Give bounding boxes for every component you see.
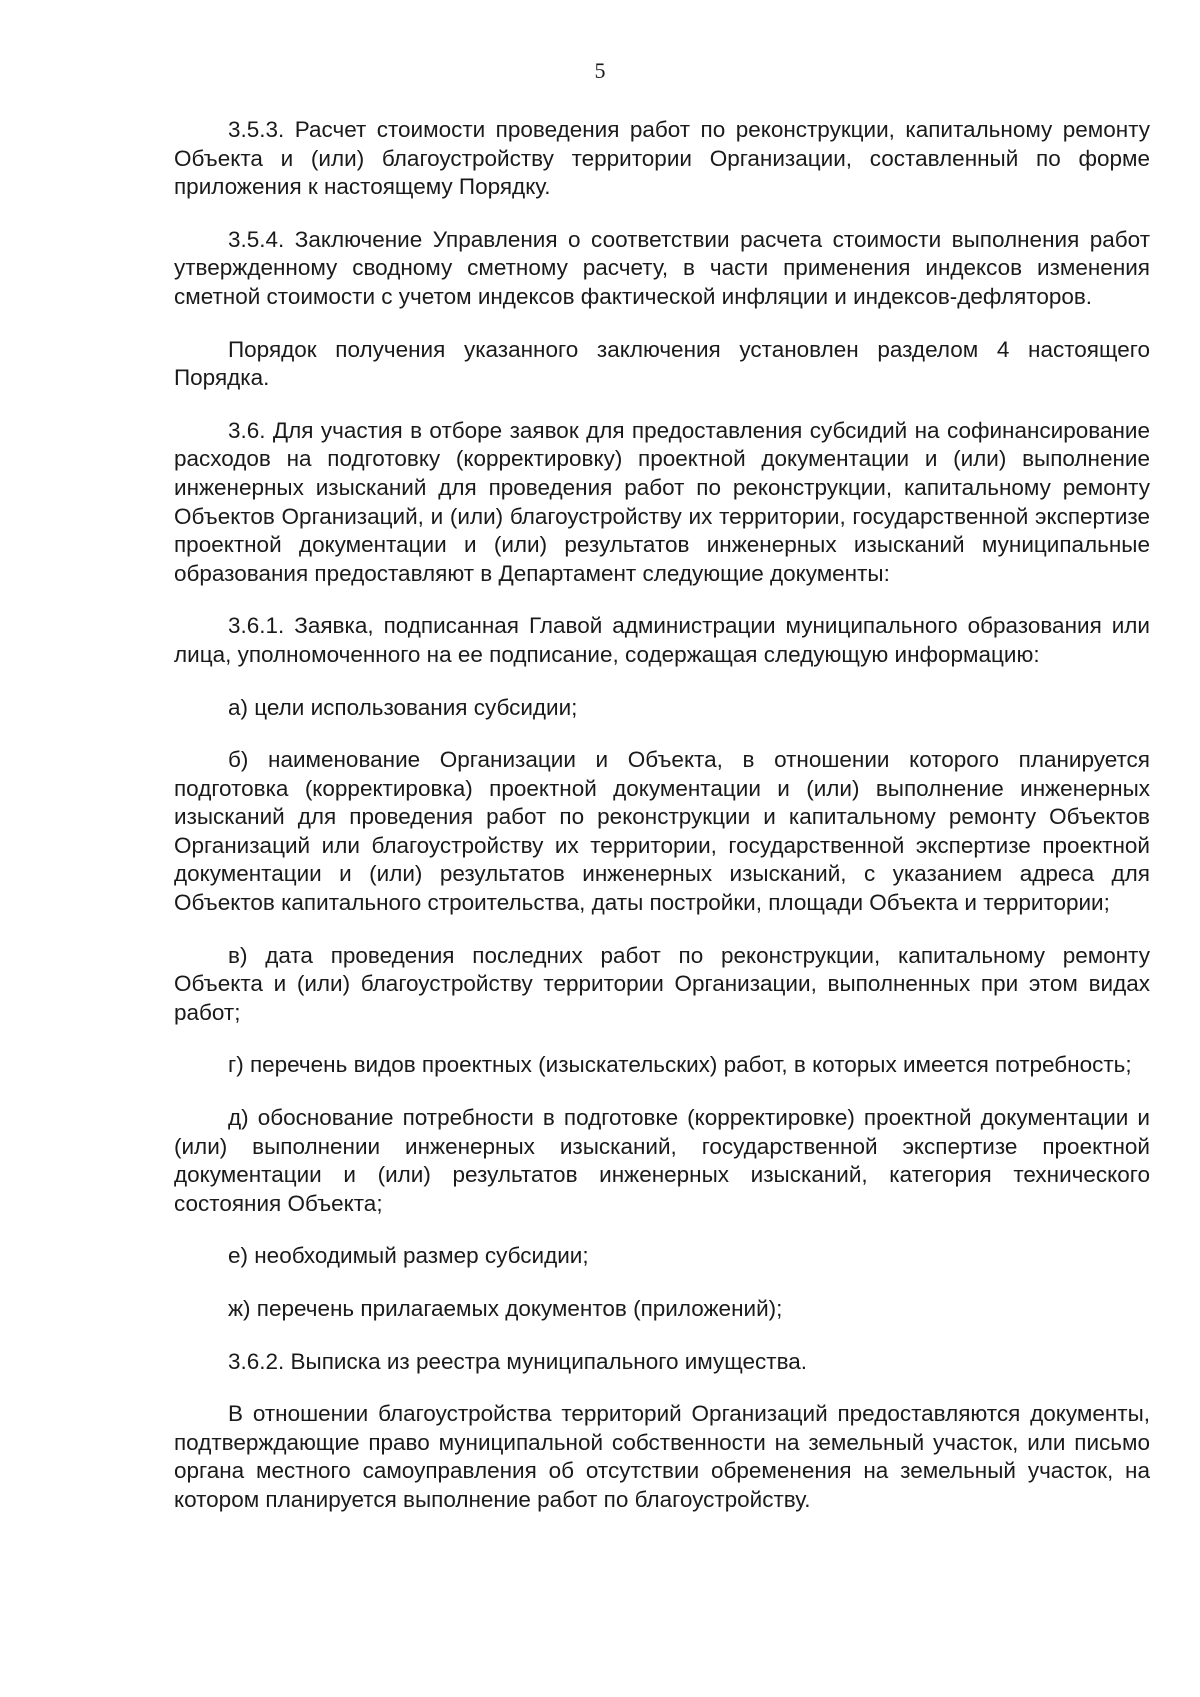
paragraph-3-5-4: 3.5.4. Заключение Управления о соответствии расчета стоимости выполнения работ утвержденному сводному сметному расчету, в части применения индексов изменения сметной стоимости с учетом индексов фактической инфляции и индексов-дефляторов. <box>174 226 1150 309</box>
page-number: 5 <box>594 58 606 83</box>
paragraph-land-documents: В отношении благоустройства территорий Организаций предоставляются документы, подтверждающие право муниципальной собственности на земельный участок, или письмо органа местного самоуправления об отсутствии обременения на земельный участок, на котором планируется выполнение работ по благоустройству. <box>174 1401 1150 1512</box>
list-item-zh: ж) перечень прилагаемых документов (приложений); <box>228 1296 783 1321</box>
list-item-v: в) дата проведения последних работ по реконструкции, капитальному ремонту Объекта и (или) благоустройству территории Организации, выполненных при этом видах работ; <box>174 942 1150 1025</box>
paragraph-3-5-3: 3.5.3. Расчет стоимости проведения работ по реконструкции, капитальному ремонту Объекта и (или) благоустройству территории Организации, составленный по форме приложения к настоящему Порядку. <box>174 117 1150 200</box>
list-item-e: е) необходимый размер субсидии; <box>228 1243 589 1269</box>
list-item-g: г) перечень видов проектных (изыскательских) работ, в которых имеется потребность; <box>228 1052 1132 1078</box>
paragraph-conclusion-procedure: Порядок получения указанного заключения установлен разделом 4 настоящего Порядка. <box>174 336 1150 391</box>
paragraph-3-6-1: 3.6.1. Заявка, подписанная Главой администрации муниципального образования или лица, уполномоченного на ее подписание, содержащая следующую информацию: <box>174 613 1150 667</box>
paragraph-3-6: 3.6. Для участия в отборе заявок для предоставления субсидий на софинансирование расходов на подготовку (корректировку) проектной документации и (или) выполнение инженерных изысканий для проведения работ по реконструкции, капитальному ремонту Объектов Организаций, и (или) благоустройству их территории, государственной экспертизе проектной документации и (или) результатов инженерных изысканий муниципальные образования предоставляют в Департамент следующие документы: <box>174 417 1150 586</box>
paragraph-3-6-2: 3.6.2. Выписка из реестра муниципального имущества. <box>228 1348 808 1374</box>
list-item-b: б) наименование Организации и Объекта, в отношении которого планируется подготовка (корректировка) проектной документации и (или) выполнение инженерных изысканий для проведения работ по реконструкции и капитальному ремонту Объектов Организаций или благоустройству их территории, государственной экспертизе проектной документации и (или) результатов инженерных изысканий, с указанием адреса для Объектов капитального строительства, даты постройки, площади Объекта и территории; <box>174 747 1150 916</box>
list-item-a: а) цели использования субсидии; <box>228 694 578 720</box>
list-item-d: д) обоснование потребности в подготовке (корректировке) проектной документации и (или) выполнении инженерных изысканий, государственной экспертизе проектной документации и (или) результатов инженерных изысканий, категория технического состояния Объекта; <box>174 1105 1150 1216</box>
document-body <box>174 116 1150 1539</box>
